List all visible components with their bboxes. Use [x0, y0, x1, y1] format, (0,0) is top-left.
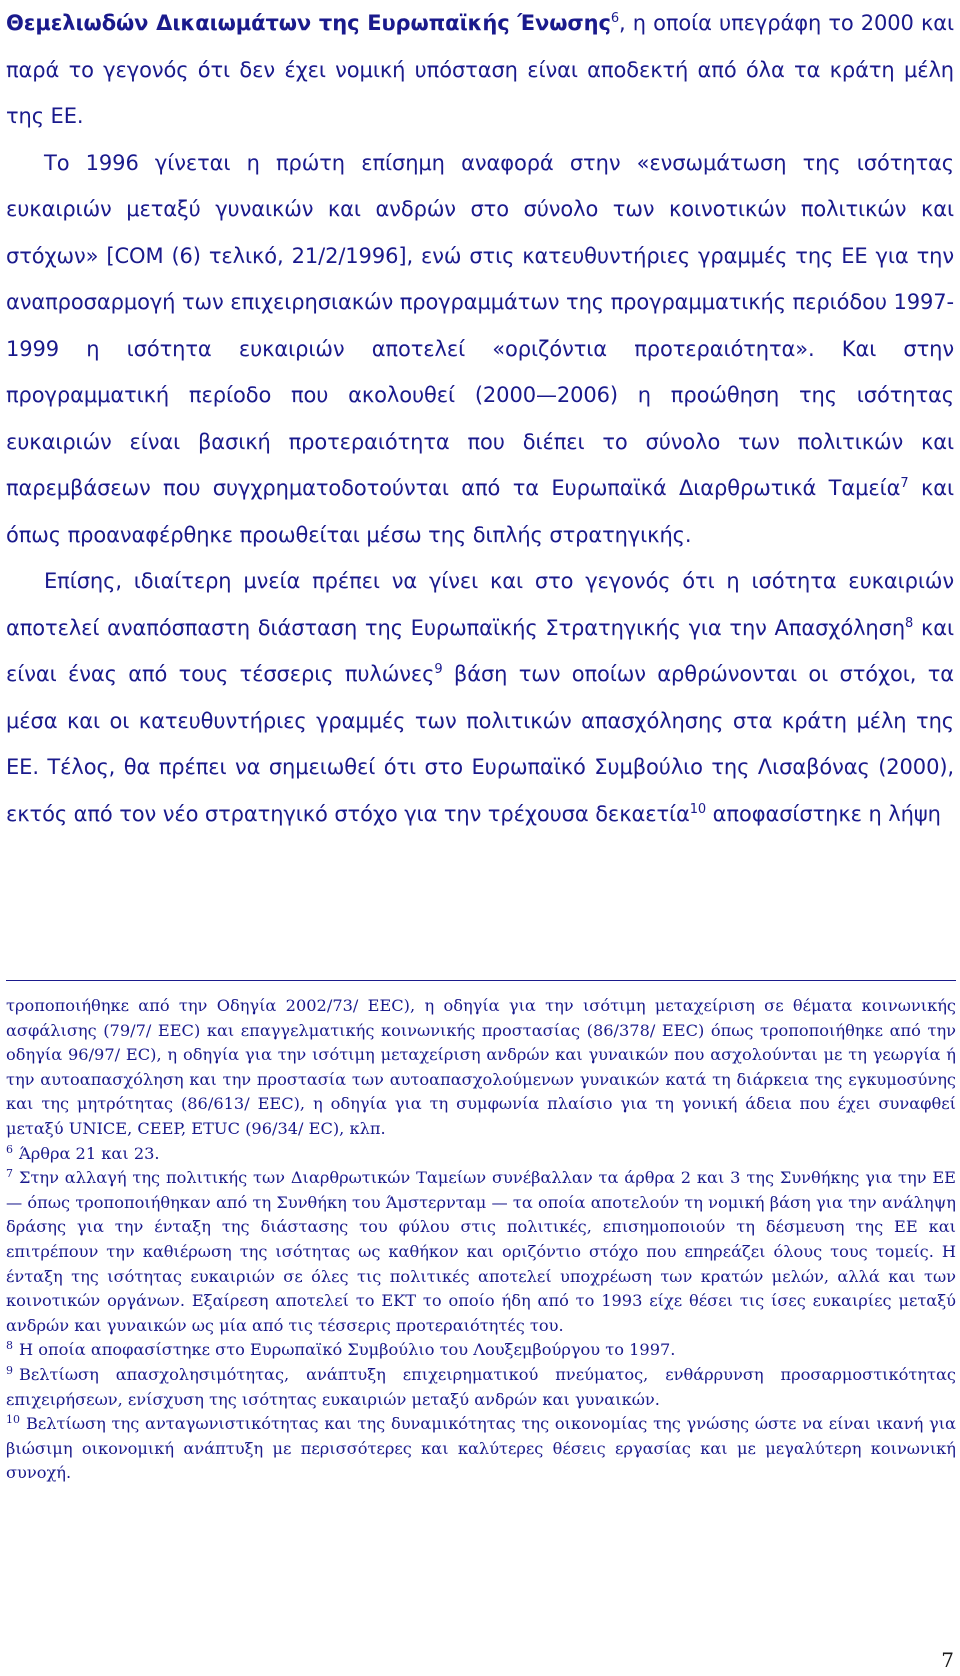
paragraph-3-text-a: Επίσης, ιδιαίτερη μνεία πρέπει να γίνει και στο γεγονός ότι η ισότητα ευκαιριών αποτελεί αναπόσπαστη διάσταση της Ευρωπαϊκής Στρατηγικής για την Απασχόληση: [6, 569, 954, 640]
footnote-7: [6, 1166, 956, 1338]
footnote-text: Στην αλλαγή της πολιτικής των Διαρθρωτικών Ταμείων συνέβαλλαν τα άρθρα 2 και 3 της Συνθήκης για την ΕΕ — όπως τροποποιήθηκαν από τη Συνθήκη του Άμστερνταμ — τα οποία αποτελούν τη νομική βάση για την ανάληψη δράσης για την ένταξη της διάστασης του φύλου στις πολιτικές, επισημοποιούν τη δέσμευση της ΕΕ και επιτρέπουν την καθιέρωση της ισότητας ως καθήκον και οριζόντιο στόχο που επηρεάζει όλους τους τομείς. Η ένταξη της ισότητας ευκαιριών σε όλες τις πολιτικές αποτελεί υποχρέωση των κρατών μελών, αλλά και των κοινοτικών οργάνων. Εξαίρεση αποτελεί το ΕΚΤ το οποίο ήδη από το 1993 είχε θέσει τις ίσες ευκαιρίες μεταξύ ανδρών και γυναικών ως μία από τις τέσσερις προτεραιότητές του.: [6, 1168, 956, 1335]
footnote-9: [6, 1363, 956, 1412]
footnote-number: 10: [6, 1413, 20, 1427]
footnote-ref-9[interactable]: 9: [434, 662, 443, 677]
footnote-ref-10[interactable]: 10: [689, 801, 707, 817]
paragraph-1: [6, 0, 954, 140]
footnote-text: Άρθρα 21 και 23.: [19, 1143, 160, 1163]
paragraph-2: [6, 140, 954, 559]
paragraph-3-text-c: βάση των οποίων αρθρώνονται οι στόχοι, τα μέσα και οι κατευθυντήριες γραμμές των πολιτικών απασχόλησης στα κράτη μέλη της ΕΕ. Τέλος, θα πρέπει να σημειωθεί ότι στο Ευρωπαϊκό Συμβούλιο της Λισαβόνας (2000), εκτός από τον νέο στρατηγικό στόχο για την τρέχουσα δεκαετία: [6, 662, 955, 826]
footnote-text: Βελτίωση απασχολησιμότητας, ανάπτυξη επιχειρηματικού πνεύματος, ενθάρρυνση προσαρμοστικότητας επιχειρήσεων, ενίσχυση της ισότητας ευκαιριών μεταξύ ανδρών και γυναικών.: [6, 1364, 956, 1409]
footnote-6: [6, 1142, 956, 1167]
footnote-number: 8: [6, 1339, 13, 1353]
charter-title: Θεμελιωδών Δικαιωμάτων της Ευρωπαϊκής Ένωσης: [6, 11, 611, 35]
footnote-number: 7: [6, 1167, 13, 1181]
paragraph-3: [6, 558, 954, 837]
main-text: [6, 0, 954, 837]
paragraph-3-text-d: αποφασίστηκε η λήψη: [706, 801, 941, 826]
footnote-ref-7[interactable]: 7: [900, 476, 909, 491]
footnote-text: Βελτίωση της ανταγωνιστικότητας και της δυναμικότητας της οικονομίας της γνώσης ώστε να είναι ικανή για βιώσιμη οικονομική ανάπτυξη με περισσότερες και καλύτερες θέσεις εργασίας και με μεγαλύτερη κοινωνική συνοχή.: [6, 1414, 956, 1483]
paragraph-1-text: , η οποία υπεγράφη το 2000 και παρά το γεγονός ότι δεν έχει νομική υπόσταση είναι αποδεκτή από όλα τα κράτη μέλη της ΕΕ.: [6, 11, 954, 128]
paragraph-2-text-b: και όπως προαναφέρθηκε προωθείται μέσω της διπλής στρατηγικής.: [6, 476, 954, 547]
footnote-number: 6: [6, 1142, 13, 1156]
footnote-8: [6, 1338, 956, 1363]
footnote-text: Η οποία αποφασίστηκε στο Ευρωπαϊκό Συμβούλιο του Λουξεμβούργου το 1997.: [19, 1340, 676, 1360]
footnote-ref-6[interactable]: 6: [610, 11, 620, 26]
footnote-continued: τροποποιήθηκε από την Οδηγία 2002/73/ EEC), η οδηγία για την ισότιμη μεταχείριση σε θέματα κοινωνικής ασφάλισης (79/7/ EEC) και επαγγελματικής κοινωνικής προστασίας (86/378/ EEC) όπως τροποποιήθηκε από την οδηγία 96/97/ EC), η οδηγία για την ισότιμη μεταχείριση ανδρών και γυναικών που ασχολούνται με τη γεωργία ή την αυτοαπασχόληση και την προστασία των αυτοαπασχολούμενων γυναικών κατά τη διάρκεια της εγκυμοσύνης και της μητρότητας (86/613/ EEC), η οδηγία για τη συμφωνία πλαίσιο για τη γονική άδεια που έχει συναφθεί μεταξύ UNICE, CEEP, ETUC (96/34/ EC), κλπ.: [6, 996, 956, 1138]
footnote-10: [6, 1412, 956, 1486]
page-number: 7: [941, 1648, 954, 1672]
footnotes-section: [6, 994, 956, 1486]
footnote-ref-8[interactable]: 8: [905, 615, 914, 631]
footnote-number: 9: [6, 1363, 13, 1377]
paragraph-2-text-a: Το 1996 γίνεται η πρώτη επίσημη αναφορά στην «ενσωμάτωση της ισότητας ευκαιριών μεταξύ γυναικών και ανδρών στο σύνολο των κοινοτικών πολιτικών και στόχων» [COM (6) τελικό, 21/2/1996], ενώ στις κατευθυντήριες γραμμές της ΕΕ για την αναπροσαρμογή των επιχειρησιακών προγραμμάτων της προγραμματικής περιόδου 1997-1999 η ισότητα ευκαιριών αποτελεί «οριζόντια προτεραιότητα». Και στην προγραμματική περίοδο που ακολουθεί (2000—2006) η προώθηση της ισότητας ευκαιριών είναι βασική προτεραιότητα που διέπει το σύνολο των πολιτικών και παρεμβάσεων που συγχρηματοδοτούνται από τα Ευρωπαϊκά Διαρθρωτικά Ταμεία: [6, 150, 954, 500]
paragraph-3-text-b: και είναι ένας από τους τέσσερις πυλώνες: [6, 615, 954, 686]
footnote-divider: [6, 980, 956, 981]
